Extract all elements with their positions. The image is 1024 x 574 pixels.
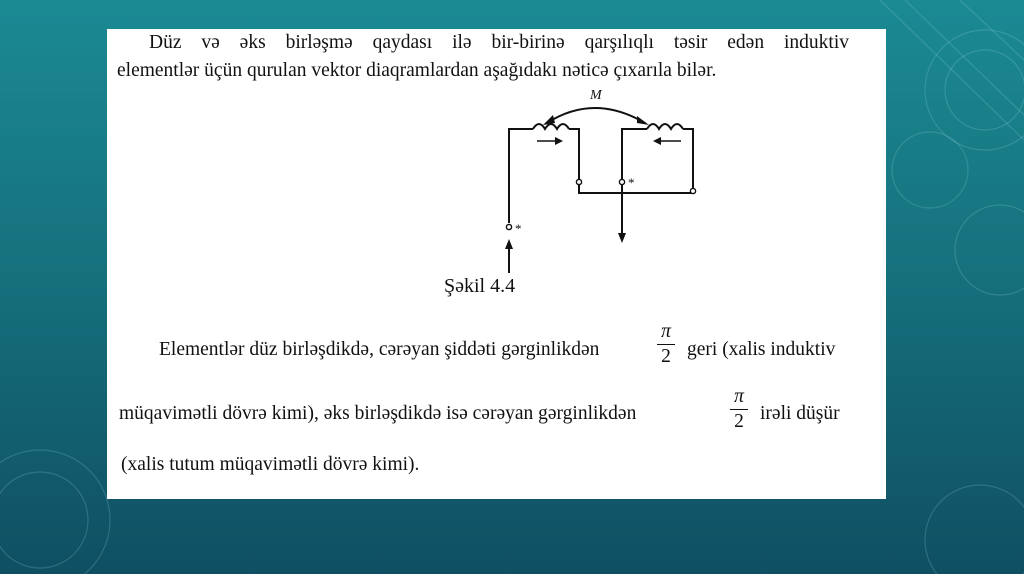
fraction-pi-over-2-second (730, 387, 748, 432)
fraction-bar (730, 409, 748, 410)
right-circuit-wire (622, 129, 647, 179)
conclusion-line-3: (xalis tutum müqavimətli dövrə kimi). (121, 454, 420, 475)
intro-line-2: elementlər üçün qurulan vektor diaqramlardan aşağıdakı nəticə çıxarıla bilər. (117, 60, 717, 81)
conclusion-line-1-part-b: geri (xalis induktiv (687, 339, 836, 360)
intro-line-1: Düz və əks birləşmə qaydası ilə bir-birinə qarşılıqlı təsir edən induktiv (149, 32, 849, 53)
mutual-arc (547, 108, 645, 123)
figure-caption: Şəkil 4.4 (444, 275, 516, 297)
dot-marker-right: * (628, 175, 635, 190)
current-out-arrow (618, 233, 626, 243)
fraction-numerator: π (734, 386, 744, 407)
fraction-bar (657, 344, 675, 345)
coupled-inductors-circuit (497, 83, 697, 273)
current-in-arrow (505, 239, 513, 249)
conclusion-line-2-part-b: irəli düşür (760, 403, 840, 424)
conclusion-line-1-part-a: Elementlər düz birləşdikdə, cərəyan şiddəti gərginlikdən (159, 339, 600, 360)
left-circuit-wire (509, 129, 533, 223)
fraction-denominator: 2 (661, 346, 671, 367)
left-coil-arrow (555, 137, 563, 145)
fraction-pi-over-2-first (657, 322, 675, 367)
conclusion-line-2-part-a: müqavimətli dövrə kimi), əks birləşdikdə isə cərəyan gərginlikdən (119, 403, 637, 424)
arc-arrowhead-left (543, 115, 555, 125)
mutual-inductance-label: M (590, 88, 602, 103)
fraction-numerator: π (661, 321, 671, 342)
arc-arrowhead-right (637, 116, 649, 125)
right-coil (647, 124, 683, 129)
fraction-denominator: 2 (734, 411, 744, 432)
right-coil-arrow (653, 137, 661, 145)
document-page (107, 29, 886, 499)
left-coil (533, 124, 569, 129)
dot-marker-left: * (515, 221, 522, 236)
bottom-connection-wire (579, 179, 693, 193)
